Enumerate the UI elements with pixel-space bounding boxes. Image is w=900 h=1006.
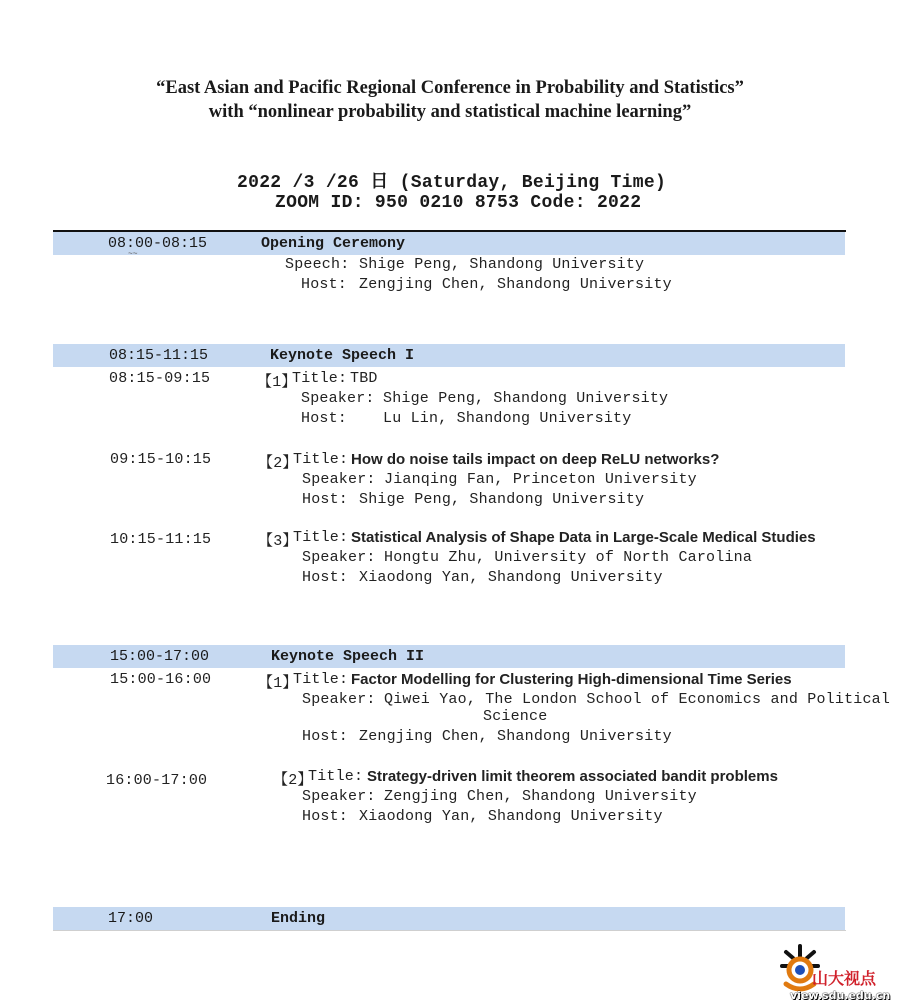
host-value: Zengjing Chen, Shandong University [359, 276, 672, 293]
talk-title: Factor Modelling for Clustering High-dimensional Time Series [351, 671, 792, 688]
talk-time: 09:15-10:15 [110, 451, 212, 468]
talk-number: 【2】 [258, 455, 298, 472]
host-value: Xiaodong Yan, Shandong University [359, 808, 663, 825]
speaker-label: Speaker: [302, 788, 376, 805]
section-time: 08:15-11:15 [109, 347, 209, 364]
section-band-keynote-1 [53, 344, 845, 367]
host-label: Host: [301, 276, 348, 293]
host-value: Zengjing Chen, Shandong University [359, 728, 672, 745]
speaker-value: Jianqing Fan, Princeton University [384, 471, 697, 488]
table-bottom-rule [53, 930, 846, 931]
speaker-value-continued: Science [483, 708, 548, 725]
section-label: Keynote Speech II [271, 648, 425, 665]
talk-title: Strategy-driven limit theorem associated bandit problems [367, 768, 778, 785]
talk-title-label: Title: [293, 529, 349, 546]
date-line: 2022 /3 /26 日 (Saturday, Beijing Time) [237, 173, 667, 193]
host-label: Host: [302, 491, 349, 508]
talk-number: 【2】 [273, 772, 313, 789]
talk-time: 16:00-17:00 [106, 772, 208, 789]
talk-title: TBD [350, 370, 378, 387]
host-value: Lu Lin, Shandong University [383, 410, 632, 427]
host-label: Host: [302, 569, 349, 586]
section-time: 15:00-17:00 [110, 648, 210, 665]
stray-mark: ~~ [128, 250, 138, 259]
talk-title-label: Title: [293, 671, 349, 688]
talk-number: 【3】 [258, 533, 298, 550]
speech-label: Speech: [285, 256, 350, 273]
section-label: Keynote Speech I [270, 347, 415, 364]
talk-number: 【1】 [257, 374, 297, 391]
section-band-ending [53, 907, 845, 930]
host-label: Host: [302, 808, 349, 825]
talk-time: 08:15-09:15 [109, 370, 211, 387]
section-label: Ending [271, 910, 326, 927]
speaker-label: Speaker: [302, 691, 376, 708]
section-time: 08:00-08:15 [108, 235, 208, 252]
section-time: 17:00 [108, 910, 154, 927]
talk-title-label: Title: [293, 451, 349, 468]
zoom-info: ZOOM ID: 950 0210 8753 Code: 2022 [275, 193, 642, 213]
talk-number: 【1】 [258, 675, 298, 692]
talk-title-label: Title: [308, 768, 364, 785]
speaker-value: Zengjing Chen, Shandong University [384, 788, 697, 805]
section-band-keynote-2 [53, 645, 845, 668]
host-label: Host: [302, 728, 349, 745]
speaker-label: Speaker: [302, 549, 376, 566]
host-value: Xiaodong Yan, Shandong University [359, 569, 663, 586]
host-value: Shige Peng, Shandong University [359, 491, 645, 508]
speaker-label: Speaker: [302, 471, 376, 488]
logo-url: view.sdu.edu.cn [790, 989, 891, 1002]
talk-title: How do noise tails impact on deep ReLU networks? [351, 451, 720, 468]
section-band-opening [53, 232, 845, 255]
talk-title: Statistical Analysis of Shape Data in Large-Scale Medical Studies [351, 529, 816, 546]
host-label: Host: [301, 410, 348, 427]
speaker-value: Hongtu Zhu, University of North Carolina [384, 549, 753, 566]
page-title-line-2: with “nonlinear probability and statistical machine learning” [208, 102, 692, 122]
speech-value: Shige Peng, Shandong University [359, 256, 645, 273]
talk-title-label: Title: [292, 370, 348, 387]
talk-time: 15:00-16:00 [110, 671, 212, 688]
section-label: Opening Ceremony [261, 235, 406, 252]
speaker-label: Speaker: [301, 390, 375, 407]
logo-text: 山大视点 [812, 969, 877, 988]
page-title-line-1: “East Asian and Pacific Regional Conference in Probability and Statistics” [156, 78, 744, 98]
speaker-value: Qiwei Yao, The London School of Economics and Political [384, 691, 891, 708]
speaker-value: Shige Peng, Shandong University [383, 390, 669, 407]
talk-time: 10:15-11:15 [110, 531, 212, 548]
